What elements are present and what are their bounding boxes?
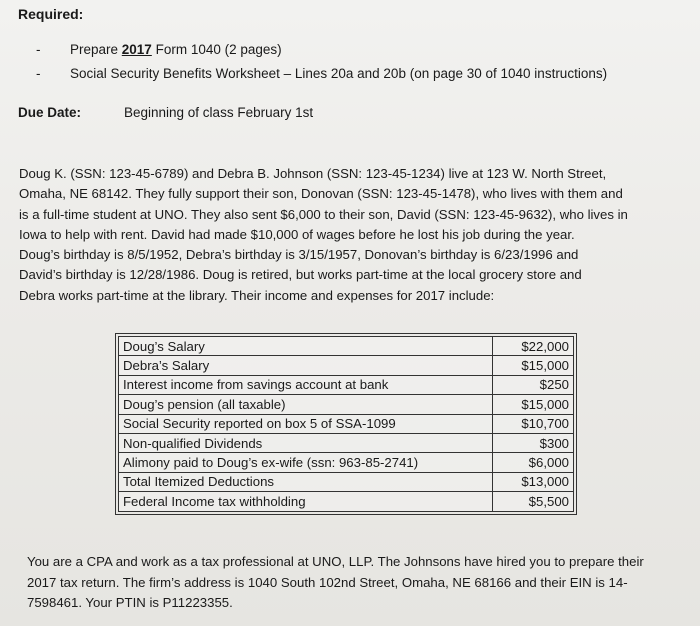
paragraph-line: You are a CPA and work as a tax professional at UNO, LLP. The Johnsons have hired you to prepare their xyxy=(27,554,644,569)
row-label: Alimony paid to Doug’s ex-wife (ssn: 963-85-2741) xyxy=(119,453,493,472)
row-label: Doug’s pension (all taxable) xyxy=(119,395,493,414)
table-row xyxy=(119,453,574,472)
row-label: Debra’s Salary xyxy=(119,356,493,375)
requirement-suffix: Form 1040 (2 pages) xyxy=(151,42,282,57)
paragraph-line: Iowa to help with rent. David had made $10,000 of wages before he lost his job during the year. xyxy=(19,226,575,242)
paragraph-line: David’s birthday is 12/28/1986. Doug is retired, but works part-time at the local grocery store and xyxy=(19,267,582,283)
table-row xyxy=(119,492,574,511)
row-amount: $22,000 xyxy=(493,337,574,356)
income-expense-table xyxy=(118,336,574,512)
table-row xyxy=(119,375,574,394)
requirement-text: Social Security Benefits Worksheet – Lines 20a and 20b (on page 30 of 1040 instructions) xyxy=(70,66,608,81)
table-row xyxy=(119,472,574,491)
row-label: Social Security reported on box 5 of SSA-1099 xyxy=(119,414,493,433)
row-amount: $300 xyxy=(493,433,574,452)
paragraph-line: is a full-time student at UNO. They also sent $6,000 to their son, David (SSN: 123-45-9632), who lives in xyxy=(19,206,628,222)
case-paragraph xyxy=(19,164,697,306)
row-amount: $6,000 xyxy=(493,453,574,472)
table-row xyxy=(119,395,574,414)
row-amount: $5,500 xyxy=(493,492,574,511)
row-label: Non-qualified Dividends xyxy=(119,433,493,452)
paragraph-line: Debra works part-time at the library. Their income and expenses for 2017 include: xyxy=(19,287,495,303)
row-label: Total Itemized Deductions xyxy=(119,472,493,491)
row-amount: $15,000 xyxy=(493,395,574,414)
table-row xyxy=(119,337,574,356)
row-label: Interest income from savings account at bank xyxy=(119,375,493,394)
due-date-label: Due Date: xyxy=(18,105,82,120)
requirement-year: 2017 xyxy=(121,42,152,57)
requirement-prefix: Prepare xyxy=(70,42,122,57)
paragraph-line: 7598461. Your PTIN is P11223355. xyxy=(27,595,233,610)
row-amount: $10,700 xyxy=(493,414,574,433)
closing-paragraph xyxy=(27,552,697,614)
table-row xyxy=(119,356,574,375)
row-amount: $15,000 xyxy=(493,356,574,375)
paragraph-line: 2017 tax return. The firm’s address is 1040 South 102nd Street, Omaha, NE 68166 and their EIN is 14- xyxy=(27,574,628,590)
bullet-dash: - xyxy=(36,66,41,81)
due-date-value: Beginning of class February 1st xyxy=(124,105,314,120)
paragraph-line: Doug K. (SSN: 123-45-6789) and Debra B. Johnson (SSN: 123-45-1234) live at 123 W. North Street, xyxy=(19,166,607,181)
row-amount: $13,000 xyxy=(493,472,574,491)
table-row xyxy=(119,414,574,433)
required-heading: Required: xyxy=(18,6,84,22)
row-amount: $250 xyxy=(493,375,574,394)
requirement-text xyxy=(70,40,282,60)
paragraph-line: Doug’s birthday is 8/5/1952, Debra’s birthday is 3/15/1957, Donovan’s birthday is 6/23/1996 and xyxy=(19,247,579,263)
row-label: Doug’s Salary xyxy=(119,337,493,356)
bullet-dash: - xyxy=(36,42,41,57)
table-row xyxy=(119,433,574,452)
row-label: Federal Income tax withholding xyxy=(119,492,493,511)
paragraph-line: Omaha, NE 68142. They fully support their son, Donovan (SSN: 123-45-1478), who lives with them and xyxy=(19,186,623,202)
